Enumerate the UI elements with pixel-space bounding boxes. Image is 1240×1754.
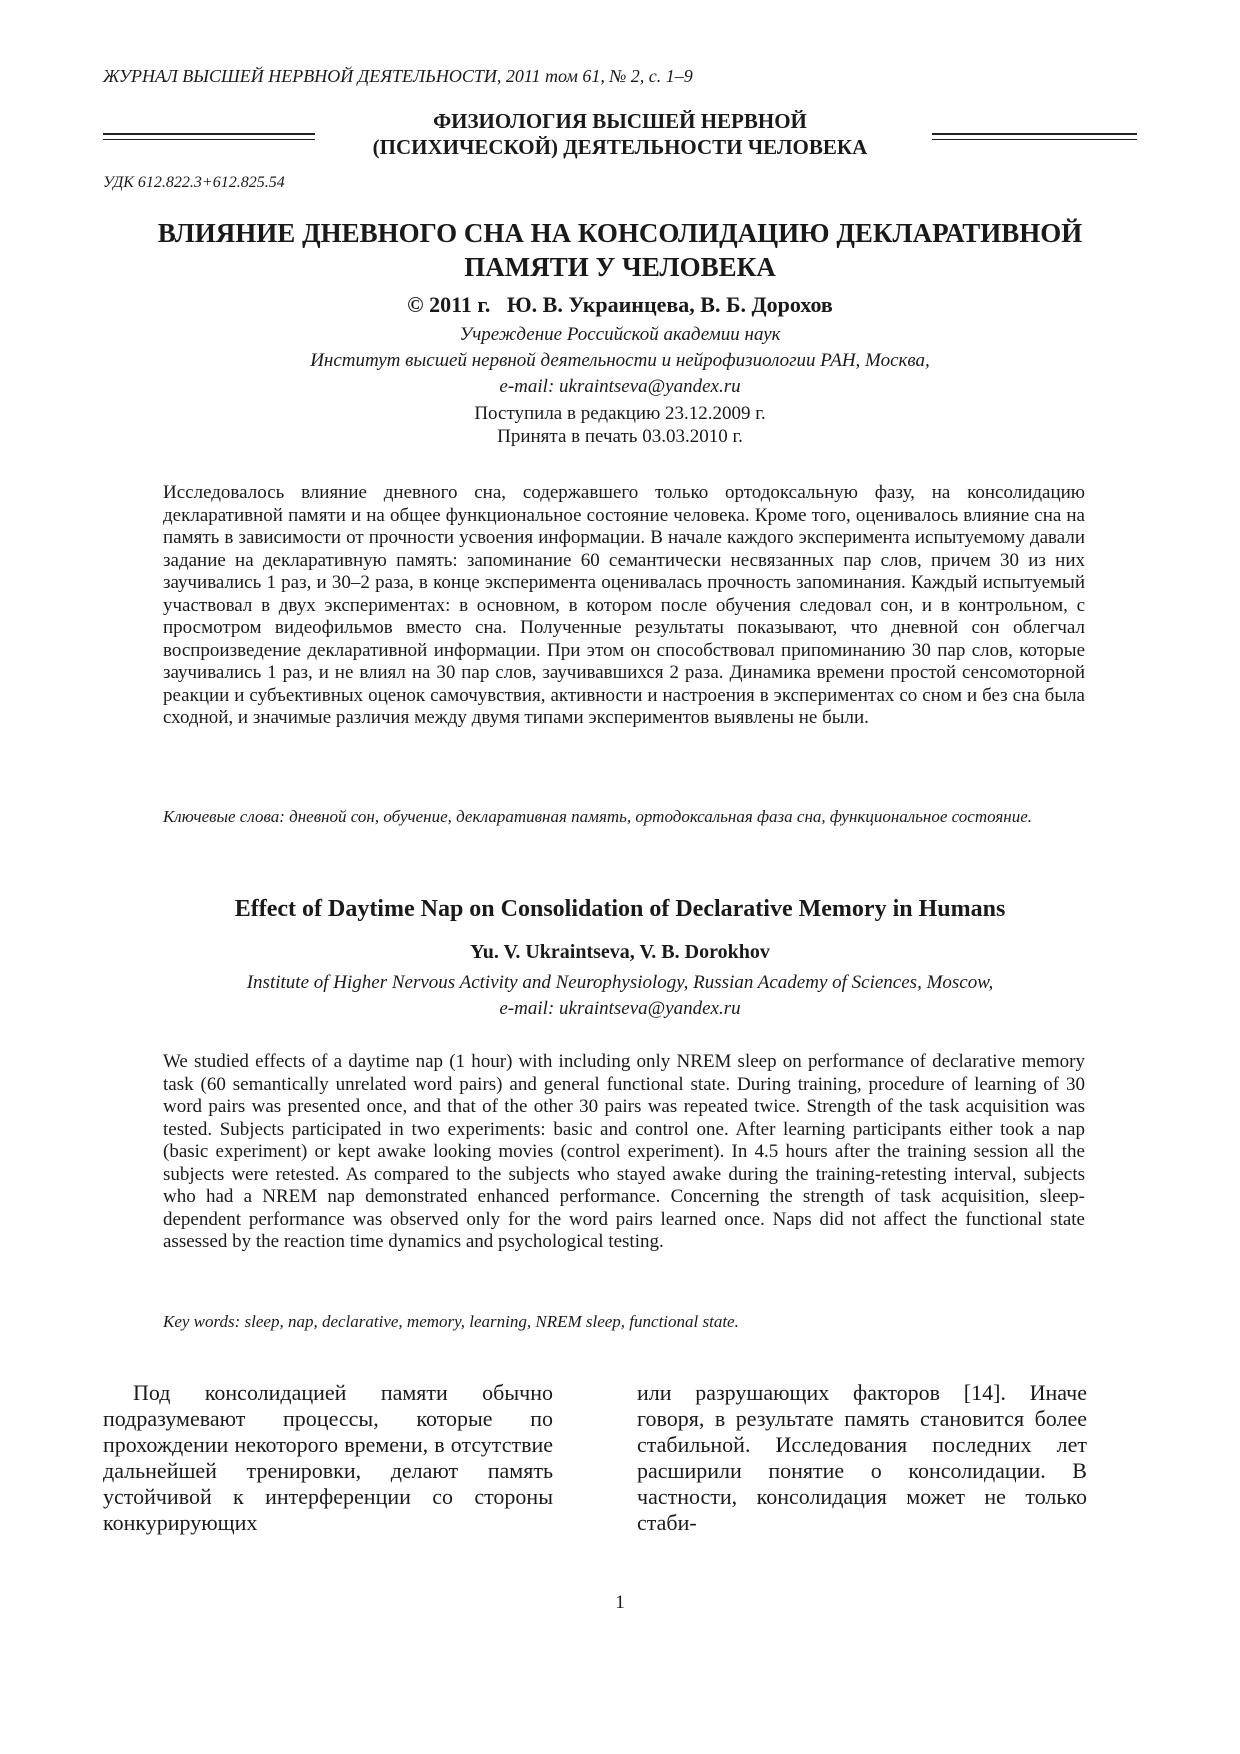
page-number: 1 (615, 1592, 625, 1613)
udk-code: УДК 612.822.3+612.825.54 (103, 174, 285, 191)
title-ru-line2: ПАМЯТИ У ЧЕЛОВЕКА (464, 252, 776, 282)
section-heading-line1: ФИЗИОЛОГИЯ ВЫСШЕЙ НЕРВНОЙ (433, 109, 807, 133)
accepted-date: Принята в печать 03.03.2010 г. (497, 426, 743, 447)
section-rule-left-top (103, 133, 315, 135)
received-date: Поступила в редакцию 23.12.2009 г. (474, 403, 766, 424)
abstract-ru: Исследовалось влияние дневного сна, содержавшего только ортодоксальную фазу, на консолидацию декларативной памяти и на общее функциональное состояние человека. Кроме того, оценивалось влияние сна на память в зависимости от прочности усвоения информации. В начале каждого эксперимента испытуемому давали задание на декларативную память: запоминание 60 семантически несвязанных пар слов, причем 30 из них заучивались 1 раз, и 30–2 раза, в конце эксперимента оценивалась прочность запоминания. Каждый испытуемый участвовал в двух экспериментах: в основном, в котором после обучения следовал сон, и в контрольном, с просмотром видеофильмов вместо сна. Полученные результаты показывают, что дневной сон облегчал воспроизведение декларативной информации. При этом он способствовал припоминанию 30 пар слов, которые заучивались 1 раз, и не влиял на 30 пар слов, заучивавшихся 2 раза. Динамика времени простой сенсомоторной реакции и субъективных оценок самочувствия, активности и настроения в экспериментах со сном и без сна была сходной, и значимые различия между двумя типами экспериментов выявлены не были. (163, 482, 1085, 728)
article-title-ru (103, 216, 1137, 284)
keywords-ru: Ключевые слова: дневной сон, обучение, декларативная память, ортодоксальная фаза сна, функциональное состояние. (163, 807, 1033, 826)
dates (103, 402, 1137, 448)
section-rule-right-bottom (932, 139, 1137, 140)
section-rule-right-top (932, 133, 1137, 135)
section-rule-left-bottom (103, 139, 315, 140)
body-column-right: или разрушающих факторов [14]. Иначе говоря, в результате память становится более стабильной. Исследования последних лет расширили понятие о консолидации. В частности, консолидация может не только стаби- (637, 1380, 1087, 1535)
email-en: e-mail: ukraintseva@yandex.ru (499, 998, 741, 1019)
body-column-left: Под консолидацией памяти обычно подразумевают процессы, которые по прохождении некоторого времени, в отсутствие дальнейшей тренировки, делают память устойчивой к интерференции со стороны конкурирующих (103, 1380, 553, 1535)
section-heading (310, 108, 930, 160)
affiliation-ru (103, 322, 1137, 400)
affiliation-ru-line1: Учреждение Российской академии наук (459, 324, 781, 345)
section-heading-line2: (ПСИХИЧЕСКОЙ) ДЕЯТЕЛЬНОСТИ ЧЕЛОВЕКА (372, 135, 868, 159)
authors-ru: © 2011 г. Ю. В. Украинцева, В. Б. Дорохов (407, 292, 833, 317)
keywords-en: Key words: sleep, nap, declarative, memory, learning, NREM sleep, functional state. (163, 1312, 739, 1331)
email-ru: e-mail: ukraintseva@yandex.ru (499, 376, 741, 397)
article-title-en: Effect of Daytime Nap on Consolidation of Declarative Memory in Humans (234, 896, 1006, 922)
affiliation-en-line: Institute of Higher Nervous Activity and Neurophysiology, Russian Academy of Sciences, Moscow, (246, 972, 994, 993)
affiliation-ru-line2: Институт высшей нервной деятельности и нейрофизиологии РАН, Москва, (310, 350, 930, 371)
journal-header: ЖУРНАЛ ВЫСШЕЙ НЕРВНОЙ ДЕЯТЕЛЬНОСТИ, 2011 том 61, № 2, с. 1–9 (103, 66, 693, 86)
title-ru-line1: ВЛИЯНИЕ ДНЕВНОГО СНА НА КОНСОЛИДАЦИЮ ДЕКЛАРАТИВНОЙ (157, 218, 1083, 248)
affiliation-en (103, 970, 1137, 1022)
authors-en: Yu. V. Ukraintseva, V. B. Dorokhov (470, 941, 770, 963)
abstract-en: We studied effects of a daytime nap (1 hour) with including only NREM sleep on performance of declarative memory task (60 semantically unrelated word pairs) and general functional state. During training, procedure of learning of 30 word pairs was presented once, and that of the other 30 pairs was repeated twice. Strength of the task acquisition was tested. Subjects participated in two experiments: basic and control one. After learning participants either took a nap (basic experiment) or kept awake looking movies (control experiment). In 4.5 hours after the training session all the subjects were retested. As compared to the subjects who stayed awake during the training-retesting interval, subjects who had a NREM nap demonstrated enhanced performance. Concerning the strength of task acquisition, sleep-dependent performance was observed only for the word pairs learned once. Naps did not affect the functional state assessed by the reaction time dynamics and psychological testing. (163, 1051, 1085, 1252)
